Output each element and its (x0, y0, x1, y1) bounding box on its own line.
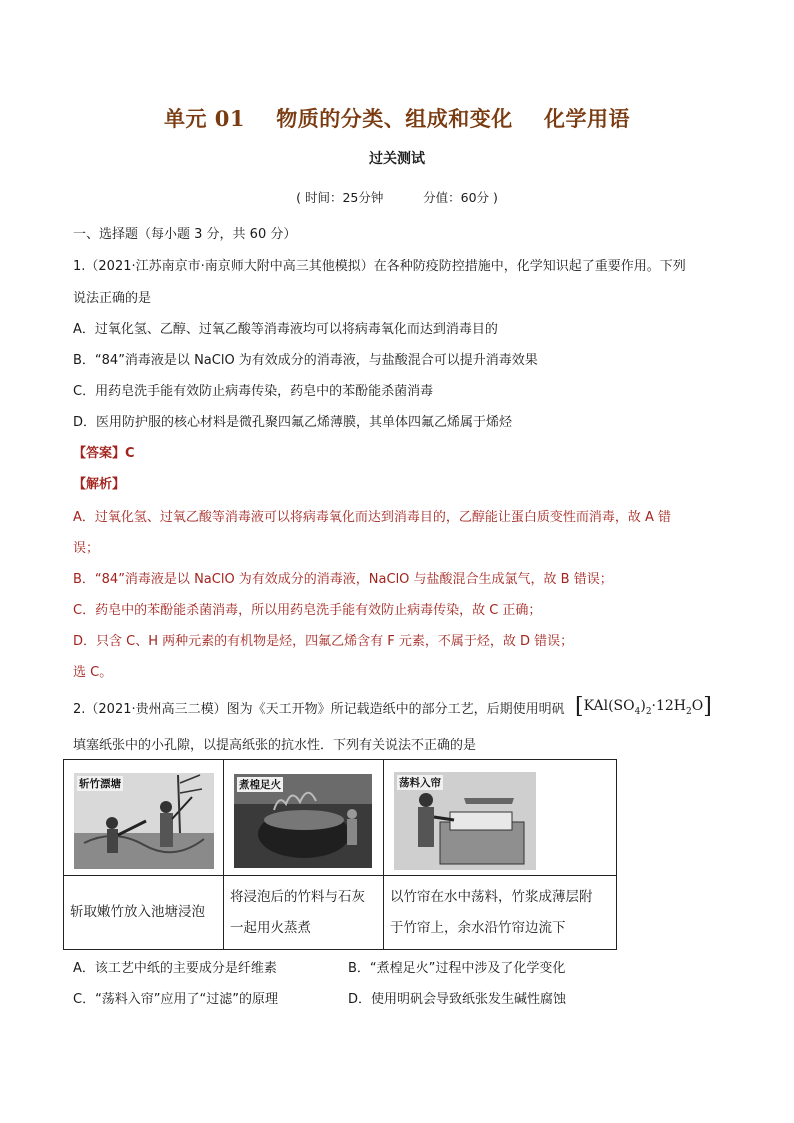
caption-1-line1: 斩取嫩竹放入池塘浸泡 (70, 904, 205, 920)
illustration-label-2: 煮楻足火 (239, 778, 281, 791)
illustration-bamboo-cutting (74, 773, 214, 869)
time-score-info: ( 时间：25分钟 分值：60分 ) (296, 190, 498, 205)
image-cell-3 (384, 760, 617, 876)
q1-answer: 【答案】C (73, 446, 135, 461)
caption-3-line2: 于竹帘上，余水沿竹帘边流下 (390, 919, 566, 936)
q1-conclusion: 选 C。 (73, 665, 113, 680)
q2-stem-line2: 填塞纸张中的小孔隙，以提高纸张的抗水性．下列有关说法不正确的是 (73, 738, 477, 753)
q1-analysis-a-line1: A．过氧化氢、过氧乙酸等消毒液可以将病毒氧化而达到消毒目的，乙醇能让蛋白质变性而消毒，故 A 错 (73, 510, 672, 525)
section-heading: 一、选择题（每小题 3 分，共 60 分） (73, 227, 297, 242)
page-subtitle: 过关测试 (369, 151, 425, 167)
caption-cell-2 (224, 876, 384, 950)
q1-analysis-b: B．“84”消毒液是以 NaClO 为有效成分的消毒液，NaClO 与盐酸混合生成氯气，故 B 错误； (73, 572, 613, 587)
caption-3-line1: 以竹帘在水中荡料，竹浆成薄层附 (390, 888, 593, 905)
illustration-label-3: 荡料入帘 (399, 776, 441, 789)
papermaking-process-table (63, 759, 617, 950)
q1-stem-line1: 1.（2021·江苏南京市·南京师大附中高三其他模拟）在各种防疫防控措施中，化学知识起了重要作用。下列 (73, 259, 686, 274)
q1-stem-line2: 说法正确的是 (73, 291, 152, 306)
illustration-sieving (394, 772, 536, 870)
q1-analysis-a-line2: 误； (73, 541, 100, 556)
page-title: 单元 01 物质的分类、组成和变化 化学用语 (163, 106, 631, 131)
q2-stem-line1: 2.（2021·贵州高三二模）图为《天工开物》所记载造纸中的部分工艺，后期使用明矾 (73, 702, 565, 717)
caption-2-line2: 一起用火蒸煮 (230, 919, 311, 936)
q2-option-a: A．该工艺中纸的主要成分是纤维素 (73, 961, 277, 976)
q1-analysis-d: D．只含 C、H 两种元素的有机物是烃，四氟乙烯含有 F 元素，不属于烃，故 D 错误； (73, 634, 574, 649)
caption-cell-3 (384, 876, 617, 950)
q1-option-a: A．过氧化氢、乙醇、过氧乙酸等消毒液均可以将病毒氧化而达到消毒目的 (73, 322, 498, 337)
q1-option-c: C．用药皂洗手能有效防止病毒传染，药皂中的苯酚能杀菌消毒 (73, 384, 434, 399)
q2-option-c: C．“荡料入帘”应用了“过滤”的原理 (73, 992, 279, 1007)
illustration-label-1: 斩竹漂塘 (79, 777, 121, 790)
caption-cell-1 (64, 876, 224, 950)
q1-analysis-heading: 【解析】 (73, 477, 126, 492)
q2-option-d: D．使用明矾会导致纸张发生碱性腐蚀 (348, 992, 567, 1007)
illustration-boiling (234, 774, 372, 868)
q1-option-b: B．“84”消毒液是以 NaClO 为有效成分的消毒液，与盐酸混合可以提升消毒效果 (73, 353, 538, 368)
q1-option-d: D．医用防护服的核心材料是微孔聚四氟乙烯薄膜，其单体四氟乙烯属于烯烃 (73, 415, 513, 430)
q1-analysis-c: C．药皂中的苯酚能杀菌消毒，所以用药皂洗手能有效防止病毒传染，故 C 正确； (73, 603, 542, 618)
image-cell-1 (64, 760, 224, 876)
caption-2-line1: 将浸泡后的竹料与石灰 (230, 888, 365, 905)
image-cell-2 (224, 760, 384, 876)
alum-formula: $[KAl(SO_4)_2\cdot 12H_2O]$ (575, 694, 712, 719)
q2-option-b: B．“煮楻足火”过程中涉及了化学变化 (348, 961, 566, 976)
